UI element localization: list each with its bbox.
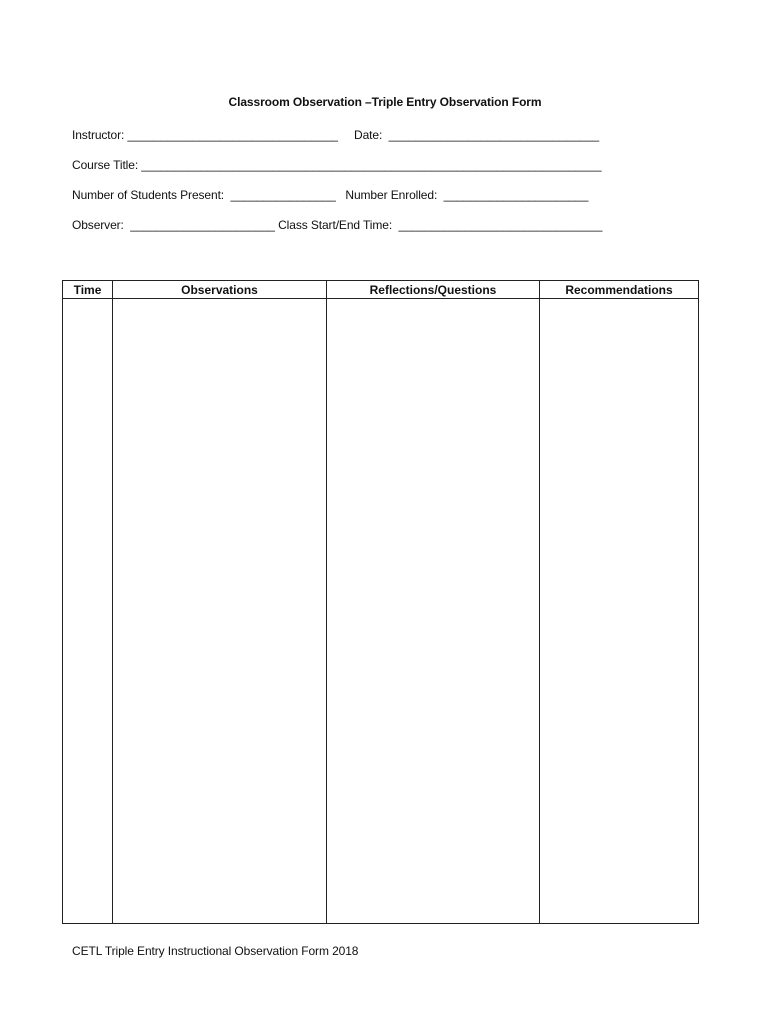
course-title-line: Course Title: ______________________________________________________________________ — [72, 158, 602, 172]
observation-table — [62, 280, 699, 924]
reflections-column-header: Reflections/Questions — [327, 281, 540, 299]
form-title: Classroom Observation –Triple Entry Observation Form — [228, 95, 542, 109]
table-row — [63, 299, 699, 924]
observations-cell[interactable] — [113, 299, 327, 924]
instructor-date-line: Instructor: ________________________________ Date: ________________________________ — [72, 128, 600, 142]
observer-time-line: Observer: ______________________ Class Start/End Time: _______________________________ — [72, 218, 603, 232]
time-column-header: Time — [63, 281, 113, 299]
recommendations-cell[interactable] — [540, 299, 699, 924]
observations-column-header: Observations — [113, 281, 327, 299]
table-header-row — [63, 281, 699, 299]
reflections-cell[interactable] — [327, 299, 540, 924]
students-enrolled-line: Number of Students Present: ________________ Number Enrolled: ______________________ — [72, 188, 589, 202]
time-cell[interactable] — [63, 299, 113, 924]
form-footer: CETL Triple Entry Instructional Observation Form 2018 — [72, 944, 359, 958]
recommendations-column-header: Recommendations — [540, 281, 699, 299]
